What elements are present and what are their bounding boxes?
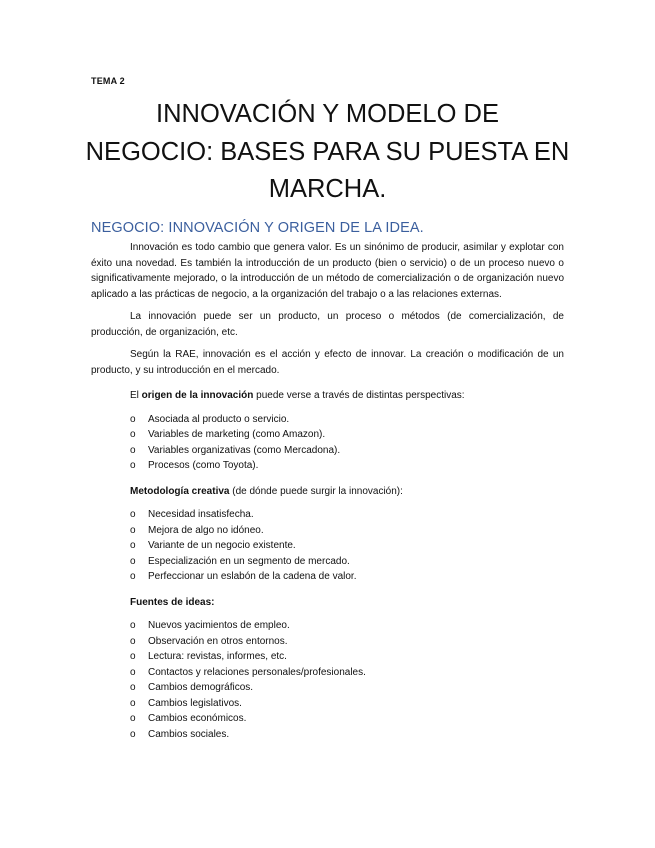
list-item: [91, 711, 564, 727]
section-heading: NEGOCIO: INNOVACIÓN Y ORIGEN DE LA IDEA.: [91, 220, 424, 236]
list-item-text: Mejora de algo no idóneo.: [148, 524, 264, 536]
list-item: [91, 443, 564, 459]
list-item-text: Lectura: revistas, informes, etc.: [148, 651, 287, 662]
list-item: [91, 569, 564, 585]
list-item: [91, 458, 564, 474]
list-item-text: Asociada al producto o servicio.: [148, 413, 290, 425]
bullet-icon: o: [130, 571, 136, 582]
bullet-icon: o: [130, 555, 136, 567]
paragraph-rae: Según la RAE, innovación es el acción y efecto de innovar. La creación o modificación de un producto, y su introducción en el mercado.: [91, 349, 564, 376]
list-item-text: Cambios legislativos.: [148, 697, 242, 709]
origen-list: [91, 412, 564, 474]
title-line-2: NEGOCIO: BASES PARA SU PUESTA EN: [85, 137, 570, 166]
list-item-text: Perfeccionar un eslabón de la cadena de valor.: [148, 571, 357, 582]
origen-bold: origen de la innovación: [141, 390, 254, 401]
list-item-text: Cambios sociales.: [148, 728, 230, 740]
list-item-text: Especialización en un segmento de mercado.: [148, 555, 350, 567]
metodologia-list: [91, 507, 564, 585]
paragraph-definition: Innovación es todo cambio que genera valor. Es un sinónimo de producir, asimilar y explotar con éxito una novedad. Es también la introducción de un producto (bien o servicio) o de un proceso nuevo o significativamente mejorado, o la introducción de un método de comercialización o de organización nuevo aplicado a las prácticas de negocio, a la organización del trabajo o a las relaciones externas.: [91, 242, 564, 300]
list-item-text: Contactos y relaciones personales/profesionales.: [148, 666, 366, 678]
list-item-text: Observación en otros entornos.: [148, 635, 288, 647]
list-item-text: Cambios demográficos.: [148, 682, 254, 693]
bullet-icon: o: [130, 666, 136, 678]
list-item-text: Cambios económicos.: [148, 713, 247, 724]
list-item: [91, 634, 564, 650]
title-line-3: MARCHA.: [268, 175, 387, 203]
bullet-icon: o: [130, 697, 136, 709]
paragraph-types: La innovación puede ser un producto, un proceso o métodos (de comercialización, de producción, de organización, etc.: [91, 311, 564, 338]
list-item: [91, 696, 564, 712]
bullet-icon: o: [130, 509, 136, 520]
metodologia-lead: [130, 484, 564, 500]
document-body: [91, 240, 564, 752]
list-item: [91, 727, 564, 743]
list-item: [91, 680, 564, 696]
page-title: [60, 96, 595, 209]
bullet-icon: o: [130, 460, 136, 471]
origen-prefix: El: [130, 390, 142, 401]
metodologia-suffix: (de dónde puede surgir la innovación):: [229, 485, 403, 497]
title-line-1: INNOVACIÓN Y MODELO DE: [156, 100, 499, 128]
list-item: [91, 412, 564, 428]
bullet-icon: o: [130, 413, 136, 425]
topic-label: TEMA 2: [91, 76, 125, 86]
bullet-icon: o: [130, 651, 136, 662]
fuentes-bold: Fuentes de ideas:: [130, 596, 215, 608]
bullet-icon: o: [130, 524, 136, 536]
list-item: [91, 554, 564, 570]
fuentes-list: [91, 618, 564, 742]
origen-lead: [130, 388, 564, 404]
list-item: [91, 507, 564, 523]
list-item: [91, 427, 564, 443]
origen-suffix: puede verse a través de distintas perspectivas:: [253, 390, 465, 401]
list-item: [91, 665, 564, 681]
list-item-text: Procesos (como Toyota).: [148, 460, 259, 471]
list-item-text: Variante de un negocio existente.: [148, 540, 296, 551]
bullet-icon: o: [130, 635, 136, 647]
bullet-icon: o: [130, 429, 136, 440]
metodologia-bold: Metodología creativa: [130, 485, 230, 497]
bullet-icon: o: [130, 444, 136, 456]
list-item: [91, 523, 564, 539]
list-item-text: Variables organizativas (como Mercadona).: [148, 444, 341, 456]
list-item-text: Variables de marketing (como Amazon).: [148, 429, 326, 440]
list-item: [91, 538, 564, 554]
list-item: [91, 618, 564, 634]
list-item: [91, 649, 564, 665]
bullet-icon: o: [130, 728, 136, 740]
bullet-icon: o: [130, 540, 136, 551]
bullet-icon: o: [130, 620, 136, 631]
bullet-icon: o: [130, 713, 136, 724]
list-item-text: Nuevos yacimientos de empleo.: [148, 620, 290, 631]
bullet-icon: o: [130, 682, 136, 693]
list-item-text: Necesidad insatisfecha.: [148, 509, 254, 520]
fuentes-lead: [130, 595, 564, 611]
